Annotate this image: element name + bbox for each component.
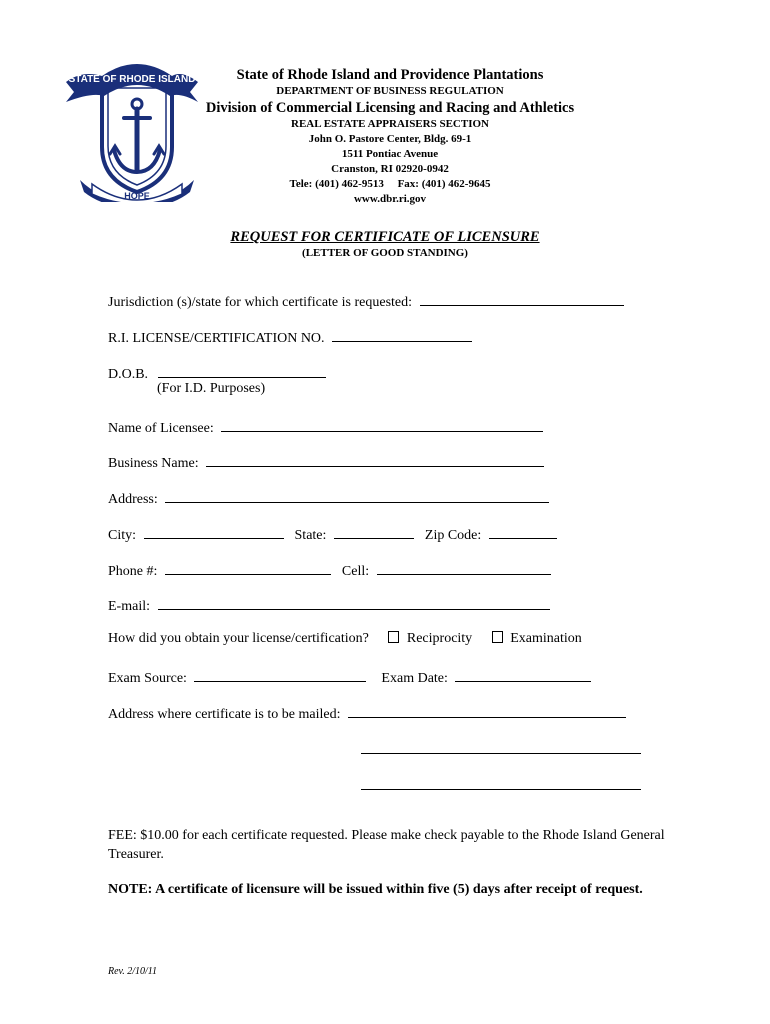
examination-label: Examination — [510, 631, 582, 646]
business-row — [108, 452, 544, 472]
zip-field[interactable] — [489, 524, 557, 539]
exam-row — [108, 667, 591, 687]
cell-label: Cell: — [341, 564, 370, 579]
city-field[interactable] — [144, 524, 284, 539]
exam-date-label: Exam Date: — [381, 671, 448, 686]
website: www.dbr.ri.gov — [353, 193, 427, 205]
section-name: REAL ESTATE APPRAISERS SECTION — [291, 118, 489, 130]
jurisdiction-field[interactable] — [420, 291, 624, 306]
address-field[interactable] — [165, 488, 549, 503]
phone-row — [108, 560, 551, 580]
form-subtitle: (LETTER OF GOOD STANDING) — [302, 247, 468, 259]
address-line-2: 1511 Pontiac Avenue — [341, 148, 439, 160]
exam-source-field[interactable] — [194, 667, 366, 682]
mail-address-label: Address where certificate is to be mailed: — [108, 707, 341, 722]
note-text: NOTE: A certificate of licensure will be issued within five (5) days after receipt of request. — [108, 882, 643, 897]
dob-row — [108, 363, 326, 383]
exam-date-field[interactable] — [455, 667, 591, 682]
license-field[interactable] — [332, 327, 472, 342]
name-row — [108, 417, 543, 437]
dob-note: (For I.D. Purposes) — [157, 381, 266, 396]
jurisdiction-row — [108, 291, 624, 311]
name-label: Name of Licensee: — [108, 421, 214, 436]
division-name: Division of Commercial Licensing and Racing and Athletics — [205, 100, 575, 116]
email-label: E-mail: — [108, 599, 150, 614]
address-line-1: John O. Pastore Center, Bldg. 69-1 — [308, 133, 472, 145]
reciprocity-checkbox[interactable] — [388, 631, 399, 643]
form-title: REQUEST FOR CERTIFICATE OF LICENSURE — [230, 229, 540, 245]
mail-row — [108, 703, 626, 723]
seal-bottom-text: HOPE — [124, 191, 150, 201]
address-line-3: Cranston, RI 02920-0942 — [331, 163, 449, 175]
email-row — [108, 595, 550, 615]
phone-fax: Tele: (401) 462-9513 Fax: (401) 462-9645 — [289, 178, 491, 190]
address-label: Address: — [108, 492, 158, 507]
reciprocity-label: Reciprocity — [406, 631, 473, 646]
jurisdiction-label: Jurisdiction (s)/state for which certificate is requested: — [108, 295, 413, 310]
business-field[interactable] — [206, 452, 544, 467]
obtained-row — [108, 631, 582, 647]
mail-address-field-1[interactable] — [348, 703, 626, 718]
fee-text: FEE: $10.00 for each certificate requested. Please make check payable to the Rhode Island General Treasurer. — [108, 828, 665, 862]
mail-address-field-3[interactable] — [361, 775, 641, 790]
email-field[interactable] — [158, 595, 550, 610]
department-name: DEPARTMENT OF BUSINESS REGULATION — [276, 85, 504, 97]
phone-field[interactable] — [165, 560, 331, 575]
phone-label: Phone #: — [108, 564, 158, 579]
seal-top-text: STATE OF RHODE ISLAND — [68, 74, 196, 85]
examination-checkbox[interactable] — [492, 631, 503, 643]
state-label: State: — [294, 528, 327, 543]
revision-date: Rev. 2/10/11 — [108, 966, 158, 977]
mail-address-field-2[interactable] — [361, 739, 641, 754]
name-field[interactable] — [221, 417, 543, 432]
city-row — [108, 524, 557, 544]
license-row — [108, 327, 472, 347]
dob-field[interactable] — [158, 363, 326, 378]
city-label: City: — [108, 528, 137, 543]
license-label: R.I. LICENSE/CERTIFICATION NO. — [108, 331, 325, 346]
zip-label: Zip Code: — [424, 528, 482, 543]
state-field[interactable] — [334, 524, 414, 539]
business-label: Business Name: — [108, 456, 199, 471]
cell-field[interactable] — [377, 560, 551, 575]
dob-label: D.O.B. — [108, 367, 149, 382]
address-row — [108, 488, 549, 508]
obtained-question: How did you obtain your license/certification? — [108, 631, 369, 646]
state-title: State of Rhode Island and Providence Plantations — [236, 67, 544, 83]
exam-source-label: Exam Source: — [108, 671, 187, 686]
